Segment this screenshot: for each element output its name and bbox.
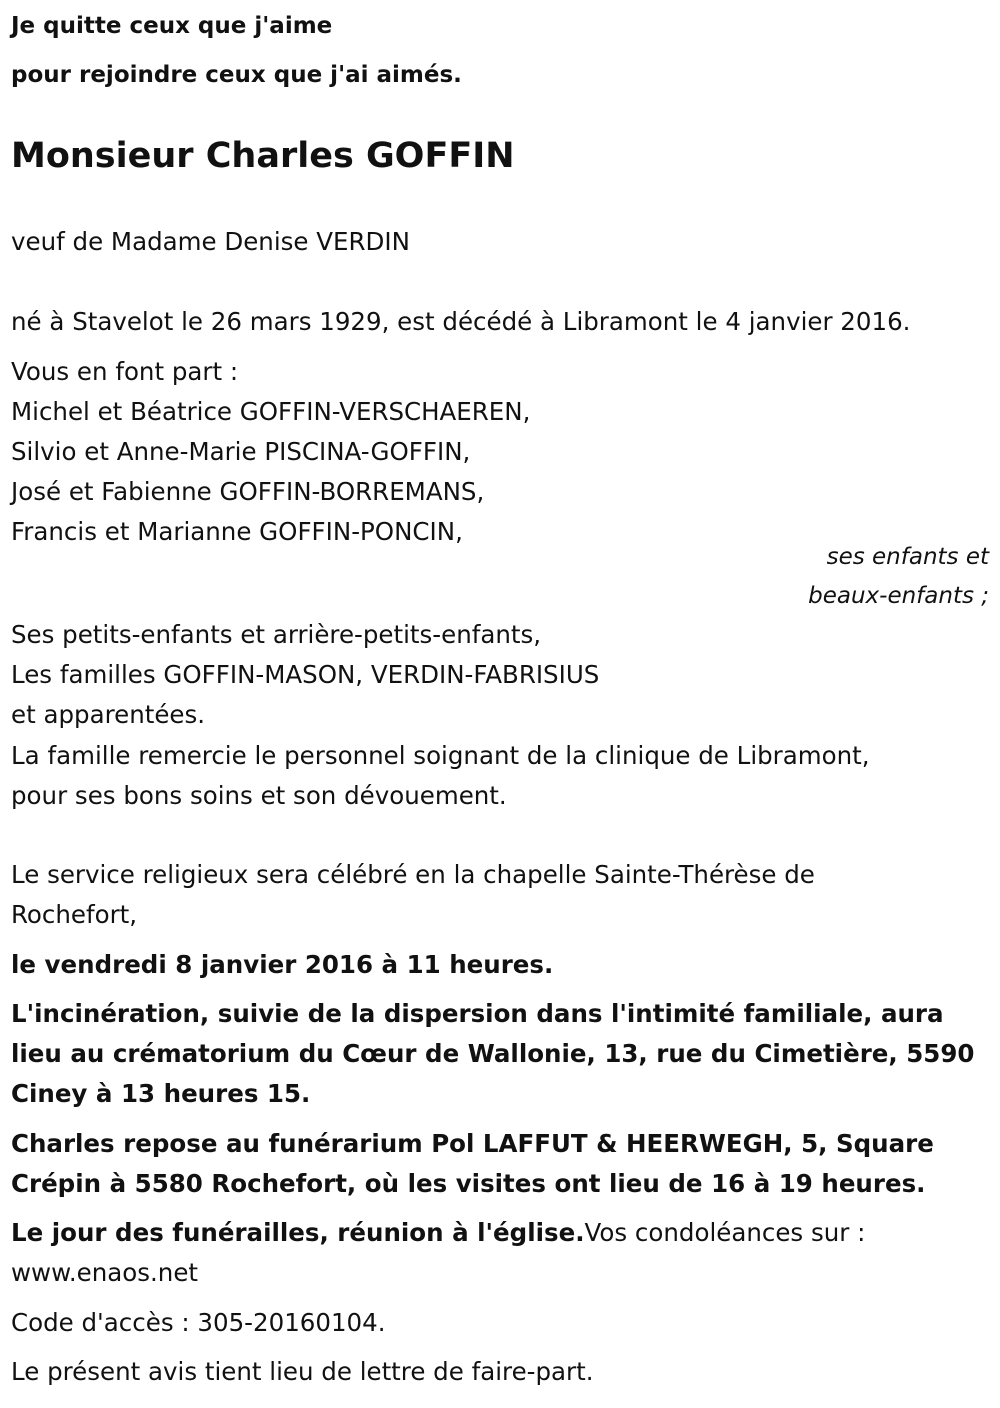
relation-line-2: beaux-enfants ; bbox=[808, 583, 989, 609]
meeting-notice: Le jour des funérailles, réunion à l'église. bbox=[11, 1218, 585, 1247]
service-line-1: Le service religieux sera célébré en la chapelle Sainte-Thérèse de bbox=[11, 860, 815, 889]
announcer-name: Michel et Béatrice GOFFIN-VERSCHAEREN, bbox=[11, 397, 531, 426]
funeral-home-line-2: Crépin à 5580 Rochefort, où les visites ont lieu de 16 à 19 heures. bbox=[11, 1169, 926, 1198]
meeting-line bbox=[11, 1213, 865, 1253]
funeral-home-line-1: Charles repose au funérarium Pol LAFFUT & HEERWEGH, 5, Square bbox=[11, 1129, 934, 1158]
thanks-line-2: pour ses bons soins et son dévouement. bbox=[11, 781, 507, 810]
other-announcer: Les familles GOFFIN-MASON, VERDIN-FABRISIUS bbox=[11, 660, 600, 689]
other-announcer: et apparentées. bbox=[11, 700, 206, 729]
announcer-name: José et Fabienne GOFFIN-BORREMANS, bbox=[11, 477, 485, 506]
epigraph-line-2: pour rejoindre ceux que j'ai aimés. bbox=[11, 62, 462, 88]
service-line-2: Rochefort, bbox=[11, 900, 138, 929]
access-code: Code d'accès : 305-20160104. bbox=[11, 1308, 386, 1337]
other-announcer: Ses petits-enfants et arrière-petits-enfants, bbox=[11, 620, 542, 649]
condolences-text: Vos condoléances sur : bbox=[584, 1218, 866, 1247]
epigraph-line-1: Je quitte ceux que j'aime bbox=[11, 13, 333, 39]
relation-line-1: ses enfants et bbox=[826, 544, 989, 570]
service-date-time: le vendredi 8 janvier 2016 à 11 heures. bbox=[11, 950, 554, 979]
birth-death: né à Stavelot le 26 mars 1929, est décédé à Libramont le 4 janvier 2016. bbox=[11, 307, 911, 336]
thanks-line-1: La famille remercie le personnel soignant de la clinique de Libramont, bbox=[11, 741, 870, 770]
condolences-website: www.enaos.net bbox=[11, 1258, 199, 1287]
announcer-name: Francis et Marianne GOFFIN-PONCIN, bbox=[11, 517, 463, 546]
announcers-intro: Vous en font part : bbox=[11, 357, 239, 386]
announcer-name: Silvio et Anne-Marie PISCINA-GOFFIN, bbox=[11, 437, 471, 466]
cremation-line-2: lieu au crématorium du Cœur de Wallonie, 13, rue du Cimetière, 5590 bbox=[11, 1039, 975, 1068]
cremation-line-3: Ciney à 13 heures 15. bbox=[11, 1079, 311, 1108]
cremation-line-1: L'incinération, suivie de la dispersion dans l'intimité familiale, aura bbox=[11, 999, 944, 1028]
widower-of: veuf de Madame Denise VERDIN bbox=[11, 227, 410, 256]
closing-note: Le présent avis tient lieu de lettre de faire-part. bbox=[11, 1357, 594, 1386]
deceased-name: Monsieur Charles GOFFIN bbox=[11, 136, 515, 176]
